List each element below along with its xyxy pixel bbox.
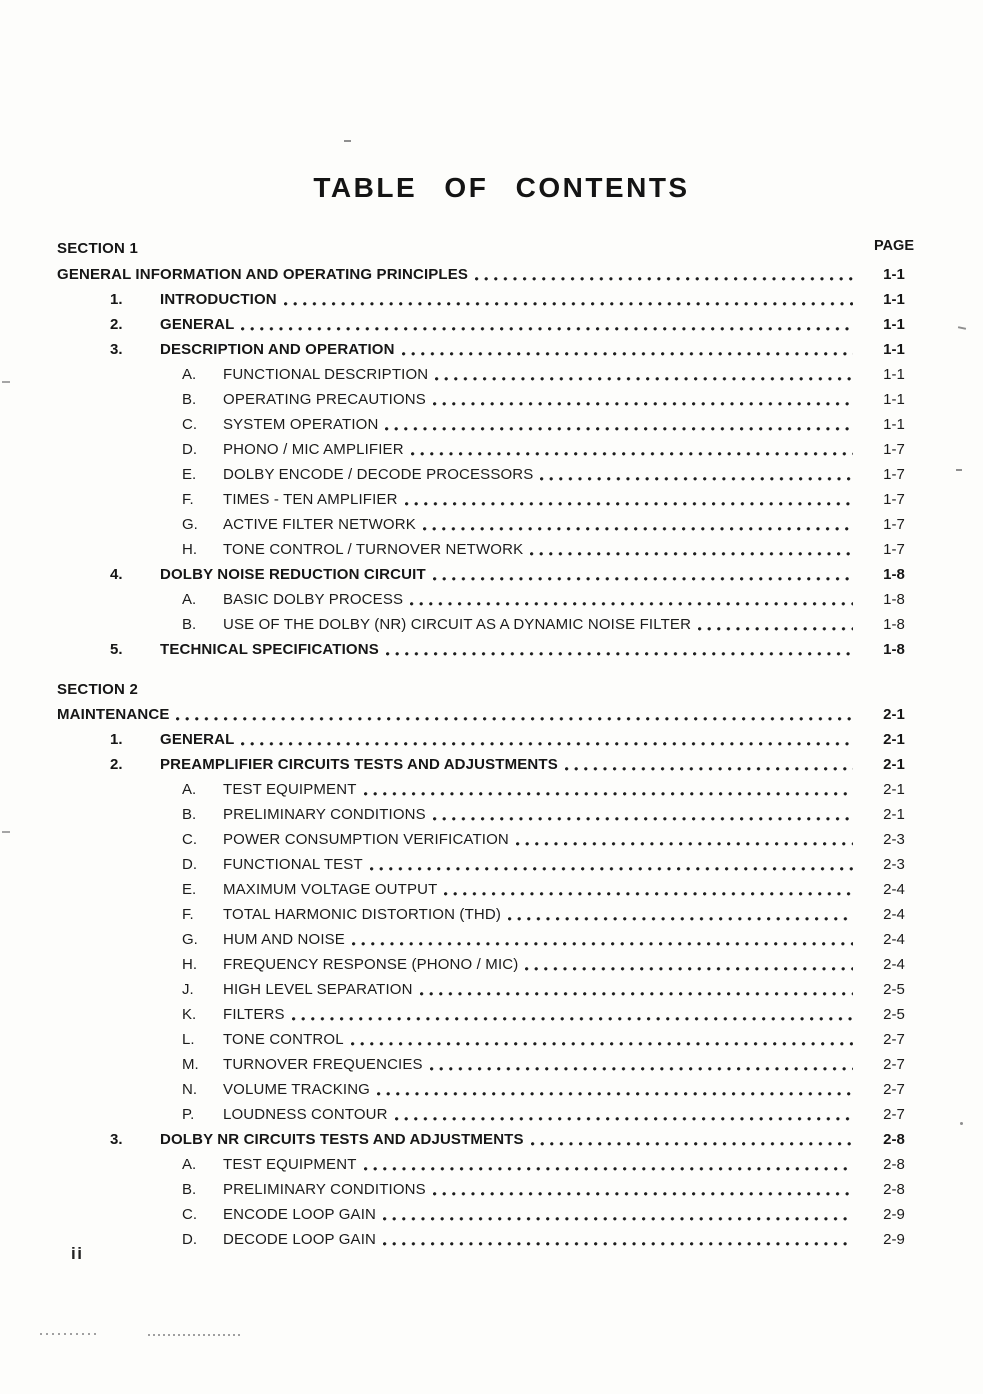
dot-leader: [357, 1152, 865, 1177]
entry-number: H.: [182, 541, 197, 558]
entry-title: DESCRIPTION AND OPERATION: [160, 341, 395, 358]
entry-number: 3.: [110, 341, 123, 358]
entry-title: GENERAL: [160, 316, 235, 333]
toc-entry: [57, 262, 923, 287]
entry-page: 2-5: [883, 981, 905, 998]
entry-title: USE OF THE DOLBY (NR) CIRCUIT AS A DYNAMIC NOISE FILTER: [223, 616, 692, 633]
entry-number: 3.: [110, 1131, 123, 1148]
toc-entry: [57, 562, 923, 587]
entry-title: TONE CONTROL / TURNOVER NETWORK: [223, 541, 524, 558]
entry-number: M.: [182, 1056, 199, 1073]
entry-title: TECHNICAL SPECIFICATIONS: [160, 641, 379, 658]
entry-title: HUM AND NOISE: [223, 931, 345, 948]
entry-number: A.: [182, 366, 197, 383]
entry-page: 2-1: [883, 706, 905, 723]
section-1-label: SECTION 1: [57, 240, 138, 257]
entry-page: 2-4: [883, 906, 905, 923]
entry-title: ACTIVE FILTER NETWORK: [223, 516, 416, 533]
entry-page: 2-1: [883, 731, 905, 748]
entry-number: 2.: [110, 756, 123, 773]
entry-title: SYSTEM OPERATION: [223, 416, 379, 433]
entry-number: A.: [182, 1156, 197, 1173]
entry-number: 4.: [110, 566, 123, 583]
dot-leader: [277, 287, 865, 312]
toc-entry: [57, 952, 923, 977]
entry-page: 1-8: [883, 641, 905, 658]
entry-number: J.: [182, 981, 194, 998]
entry-title: TOTAL HARMONIC DISTORTION (THD): [223, 906, 501, 923]
entry-page: 1-7: [883, 541, 905, 558]
entry-page: 2-3: [883, 831, 905, 848]
toc-entry: [57, 312, 923, 337]
dot-leader: [404, 437, 865, 462]
page-column-header: PAGE: [873, 238, 915, 254]
entry-title: FUNCTIONAL TEST: [223, 856, 363, 873]
dot-leader: [533, 462, 865, 487]
toc-entry: [57, 362, 923, 387]
entry-title: GENERAL INFORMATION AND OPERATING PRINCIPLES: [57, 266, 469, 283]
toc-entry: [57, 727, 923, 752]
entry-number: D.: [182, 856, 197, 873]
entry-number: H.: [182, 956, 197, 973]
dot-leader: [416, 512, 865, 537]
toc-entry: [57, 702, 923, 727]
entry-title: GENERAL: [160, 731, 235, 748]
entry-number: 2.: [110, 316, 123, 333]
entry-number: G.: [182, 931, 198, 948]
entry-title: FREQUENCY RESPONSE (PHONO / MIC): [223, 956, 519, 973]
entry-page: 2-9: [883, 1206, 905, 1223]
toc-entry: [57, 777, 923, 802]
scan-artifact: [956, 469, 962, 471]
entry-page: 1-1: [883, 341, 905, 358]
toc-entry: [57, 1227, 923, 1252]
dot-leader: [234, 727, 865, 752]
entry-number: E.: [182, 881, 197, 898]
entry-number: N.: [182, 1081, 197, 1098]
toc-entry: [57, 1027, 923, 1052]
toc-entry: [57, 852, 923, 877]
entry-number: G.: [182, 516, 198, 533]
entry-page: 1-7: [883, 466, 905, 483]
section-1-entries: [57, 262, 923, 662]
entry-title: DECODE LOOP GAIN: [223, 1231, 376, 1248]
scan-artifact: [344, 140, 351, 142]
entry-title: TEST EQUIPMENT: [223, 1156, 357, 1173]
toc-entry: [57, 437, 923, 462]
entry-number: C.: [182, 1206, 197, 1223]
entry-title: DOLBY ENCODE / DECODE PROCESSORS: [223, 466, 534, 483]
toc-entry: [57, 1152, 923, 1177]
dot-leader: [524, 1127, 865, 1152]
entry-number: A.: [182, 781, 197, 798]
dot-leader: [426, 387, 865, 412]
toc-entry: [57, 802, 923, 827]
entry-page: 2-1: [883, 781, 905, 798]
toc-entry: [57, 1127, 923, 1152]
entry-page: 1-1: [883, 416, 905, 433]
dot-leader: [426, 802, 865, 827]
dot-leader: [234, 312, 865, 337]
toc-entry: [57, 902, 923, 927]
entry-page: 2-5: [883, 1006, 905, 1023]
entry-title: FUNCTIONAL DESCRIPTION: [223, 366, 429, 383]
scan-artifact: [960, 1122, 963, 1125]
entry-page: 1-7: [883, 491, 905, 508]
entry-title: TEST EQUIPMENT: [223, 781, 357, 798]
entry-page: 2-9: [883, 1231, 905, 1248]
entry-title: FILTERS: [223, 1006, 285, 1023]
scan-artifact: [40, 1333, 98, 1335]
dot-leader: [388, 1102, 865, 1127]
toc-entry: [57, 977, 923, 1002]
dot-leader: [357, 777, 865, 802]
section-2-label: SECTION 2: [57, 681, 138, 698]
entry-page: 2-8: [883, 1156, 905, 1173]
dot-leader: [398, 487, 865, 512]
entry-title: MAXIMUM VOLTAGE OUTPUT: [223, 881, 438, 898]
entry-number: D.: [182, 1231, 197, 1248]
entry-title: TIMES - TEN AMPLIFIER: [223, 491, 398, 508]
toc-entry: [57, 1077, 923, 1102]
entry-number: P.: [182, 1106, 195, 1123]
page-title: TABLE OF CONTENTS: [313, 172, 690, 203]
toc-entry: [57, 637, 923, 662]
dot-leader: [403, 587, 865, 612]
toc-entry: [57, 612, 923, 637]
entry-page: 1-1: [883, 291, 905, 308]
entry-title: OPERATING PRECAUTIONS: [223, 391, 426, 408]
entry-page: 2-8: [883, 1181, 905, 1198]
entry-title: POWER CONSUMPTION VERIFICATION: [223, 831, 509, 848]
dot-leader: [370, 1077, 865, 1102]
entry-number: 5.: [110, 641, 123, 658]
dot-leader: [501, 902, 865, 927]
dot-leader: [169, 702, 865, 727]
entry-number: A.: [182, 591, 197, 608]
toc-entry: [57, 287, 923, 312]
dot-leader: [376, 1202, 865, 1227]
entry-number: B.: [182, 806, 197, 823]
entry-page: 2-7: [883, 1056, 905, 1073]
dot-leader: [413, 977, 865, 1002]
page-footer-number: ii: [71, 1244, 84, 1263]
toc-entry: [57, 537, 923, 562]
dot-leader: [428, 362, 865, 387]
entry-number: 1.: [110, 291, 123, 308]
entry-page: 1-1: [883, 391, 905, 408]
entry-number: B.: [182, 616, 197, 633]
entry-page: 2-4: [883, 956, 905, 973]
dot-leader: [509, 827, 865, 852]
entry-page: 2-8: [883, 1131, 905, 1148]
entry-title: BASIC DOLBY PROCESS: [223, 591, 404, 608]
entry-page: 2-7: [883, 1031, 905, 1048]
entry-number: E.: [182, 466, 197, 483]
entry-page: 2-4: [883, 931, 905, 948]
entry-page: 2-3: [883, 856, 905, 873]
entry-page: 1-7: [883, 516, 905, 533]
entry-page: 2-7: [883, 1081, 905, 1098]
dot-leader: [423, 1052, 865, 1077]
entry-title: ENCODE LOOP GAIN: [223, 1206, 376, 1223]
entry-page: 1-7: [883, 441, 905, 458]
header-spacer: [138, 236, 865, 262]
entry-title: VOLUME TRACKING: [223, 1081, 370, 1098]
toc-header: [57, 236, 923, 262]
entry-title: HIGH LEVEL SEPARATION: [223, 981, 413, 998]
entry-title: PRELIMINARY CONDITIONS: [223, 806, 426, 823]
toc-entry: [57, 927, 923, 952]
dot-leader: [344, 1027, 865, 1052]
dot-leader: [345, 927, 865, 952]
toc-entry: [57, 512, 923, 537]
entry-page: 1-1: [883, 316, 905, 333]
toc-entry: [57, 1002, 923, 1027]
entry-number: B.: [182, 1181, 197, 1198]
dot-leader: [691, 612, 865, 637]
dot-leader: [379, 637, 865, 662]
dot-leader: [285, 1002, 865, 1027]
dot-leader: [363, 852, 865, 877]
entry-page: 2-1: [883, 806, 905, 823]
scan-artifact: [148, 1334, 243, 1336]
entry-page: 2-7: [883, 1106, 905, 1123]
entry-title: PREAMPLIFIER CIRCUITS TESTS AND ADJUSTMENTS: [160, 756, 558, 773]
dot-leader: [378, 412, 865, 437]
dot-leader: [518, 952, 865, 977]
entry-number: K.: [182, 1006, 197, 1023]
toc-entry: [57, 877, 923, 902]
dot-leader: [376, 1227, 865, 1252]
scan-artifact: [2, 381, 10, 383]
entry-title: INTRODUCTION: [160, 291, 277, 308]
entry-page: 1-1: [883, 266, 905, 283]
entry-number: C.: [182, 831, 197, 848]
toc-entry: [57, 1102, 923, 1127]
toc-entry: [57, 752, 923, 777]
entry-title: MAINTENANCE: [57, 706, 170, 723]
entry-title: DOLBY NOISE REDUCTION CIRCUIT: [160, 566, 426, 583]
entry-title: LOUDNESS CONTOUR: [223, 1106, 388, 1123]
scan-artifact: [2, 831, 10, 833]
entry-title: PRELIMINARY CONDITIONS: [223, 1181, 426, 1198]
entry-number: F.: [182, 906, 194, 923]
entry-title: PHONO / MIC AMPLIFIER: [223, 441, 404, 458]
toc-entry: [57, 487, 923, 512]
entry-number: 1.: [110, 731, 123, 748]
entry-number: F.: [182, 491, 194, 508]
scan-artifact: [958, 326, 966, 330]
entry-page: 2-4: [883, 881, 905, 898]
dot-leader: [437, 877, 865, 902]
entry-page: 1-1: [883, 366, 905, 383]
toc-entry: [57, 827, 923, 852]
entry-page: 1-8: [883, 591, 905, 608]
dot-leader: [558, 752, 865, 777]
toc-entry: [57, 1177, 923, 1202]
entry-page: 1-8: [883, 616, 905, 633]
dot-leader: [523, 537, 865, 562]
toc-entry: [57, 387, 923, 412]
entry-title: DOLBY NR CIRCUITS TESTS AND ADJUSTMENTS: [160, 1131, 524, 1148]
dot-leader: [426, 1177, 865, 1202]
toc-entry: [57, 587, 923, 612]
toc-entry: [57, 1202, 923, 1227]
toc-entry: [57, 337, 923, 362]
toc-entry: [57, 1052, 923, 1077]
entry-number: C.: [182, 416, 197, 433]
entry-page: 2-1: [883, 756, 905, 773]
dot-leader: [426, 562, 865, 587]
toc-entry: [57, 462, 923, 487]
table-of-contents: [57, 236, 923, 1252]
entry-number: D.: [182, 441, 197, 458]
toc-entry: [57, 412, 923, 437]
entry-page: 1-8: [883, 566, 905, 583]
section-2-entries: [57, 702, 923, 1252]
dot-leader: [395, 337, 865, 362]
entry-title: TONE CONTROL: [223, 1031, 344, 1048]
entry-title: TURNOVER FREQUENCIES: [223, 1056, 423, 1073]
dot-leader: [468, 262, 865, 287]
entry-number: B.: [182, 391, 197, 408]
entry-number: L.: [182, 1031, 195, 1048]
